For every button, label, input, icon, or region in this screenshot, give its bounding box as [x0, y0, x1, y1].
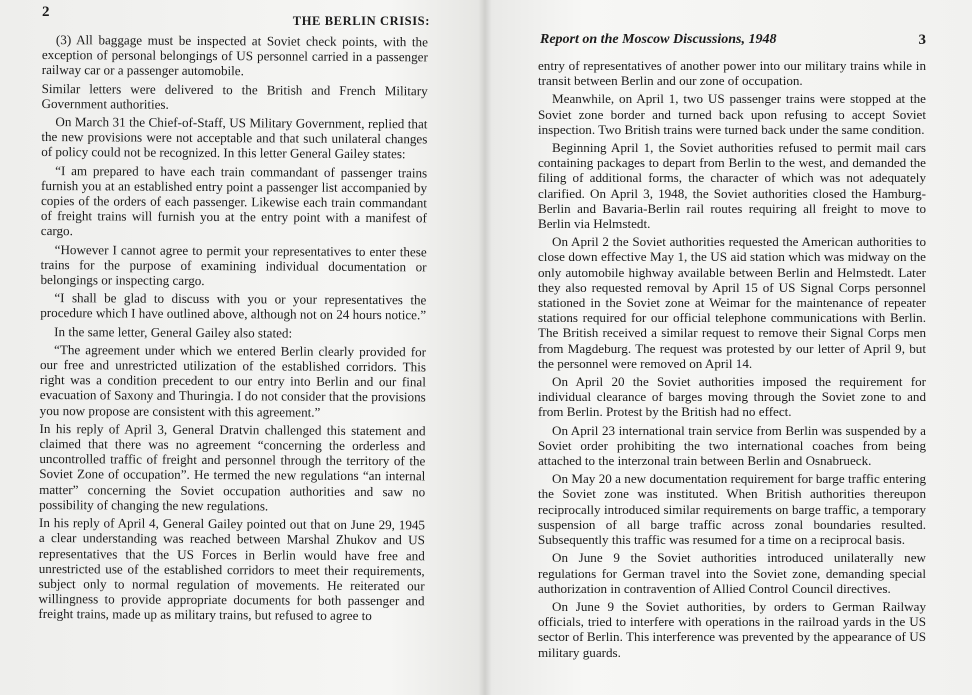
quote-paragraph: “I am prepared to have each train commandant of passenger trains furnish you at an established entry point a passenger list accompanied by copies of the orders of each passenger. Likewise each train commandant of freight trains will furnish you at the entry point with a manifest of cargo.	[40, 162, 428, 239]
running-head: Report on the Moscow Discussions, 1948	[540, 32, 777, 47]
paragraph: On June 9 the Soviet authorities introduced unilaterally new regulations for German travel into the Soviet zone, demanding special authorization in contravention of Allied Control Council directives.	[538, 550, 926, 596]
paragraph: Beginning April 1, the Soviet authorities refused to permit mail cars containing packages to depart from Berlin to the west, and demanded the filing of additional forms, the character of which was not adequately clarified. On April 3, 1948, the Soviet authorities closed the Hamburg-Berlin and Bavaria-Berlin rail routes requiring all freight to move to Berlin via Helmstedt.	[538, 140, 926, 232]
running-head: THE BERLIN CRISIS:	[292, 14, 430, 28]
paragraph: On May 20 a new documentation requirement for barge traffic entering the Soviet zone was instituted. When British authorities thereupon reciprocally introduced similar requirements on barge traffic, a temporary suspension of all barge traffic across zonal boundaries resulted. Subsequently this traffic was resumed for a time on a reciprocal basis.	[538, 471, 926, 548]
paragraph: In the same letter, General Gailey also stated:	[54, 323, 293, 341]
paragraph: entry of representatives of another power into our military trains while in transit between Berlin and our zone of occupation.	[538, 58, 926, 89]
paragraph: On June 9 the Soviet authorities, by orders to German Railway officials, tried to interfere with operations in the railroad yards in the US sector of Berlin. This interference was prevented by the appearance of US military guards.	[538, 598, 926, 660]
quote-paragraph: “The agreement under which we entered Berlin clearly provided for our free and unrestricted utilization of the established corridors. This right was a condition precedent to our entry into Berlin and our final evacuation of Saxony and Thuringia. I do not consider that the provisions you now propose are consistent with this agreement.”	[39, 341, 427, 420]
left-page-body	[38, 32, 428, 627]
paragraph: (3) All baggage must be inspected at Soviet check points, with the exception of personal belongings of US personnel carried in a passenger railway car or a passenger automobile.	[41, 32, 428, 79]
paragraph: Similar letters were delivered to the British and French Military Government authorities.	[41, 80, 428, 112]
paragraph: On April 20 the Soviet authorities imposed the requirement for individual clearance of barges moving through the Soviet zone to and from Berlin. Protest by the British had no effect.	[538, 374, 926, 420]
paragraph: On March 31 the Chief-of-Staff, US Military Government, replied that the new provisions were not acceptable and that such unilateral changes of policy could not be recognized. In this letter General Gailey states:	[41, 114, 428, 162]
right-page	[486, 0, 972, 695]
quote-paragraph: “I shall be glad to discuss with you or your representatives the procedure which I have outlined above, although not on 24 hours notice.”	[40, 290, 427, 323]
paragraph: On April 23 international train service from Berlin was suspended by a Soviet order prohibiting the two international coaches from being attached to the interzonal train between Berlin and Osnabrueck.	[538, 422, 926, 469]
paragraph: In his reply of April 3, General Dratvin challenged this statement and claimed that there was no agreement “concerning the orderless and uncontrolled traffic of freight and personnel through the territory of the Soviet Zone of occupation”. He termed the new regulations “an internal matter” concerning the Soviet occupation authorities and saw no possibility of changing the new regulations.	[39, 420, 426, 514]
quote-paragraph: “However I cannot agree to permit your representatives to enter these trains for the purpose of examining individual documentation or belongings or inspecting cargo.	[40, 241, 427, 289]
page-number: 3	[918, 32, 926, 48]
page-number: 2	[42, 4, 50, 20]
paragraph: On April 2 the Soviet authorities requested the American authorities to close down effective May 1, the US aid station which was midway on the only automobile highway available between Berlin and Helmstedt. Later they also requested removal by April 15 of US Signal Corps personnel stationed in the Soviet zone at Weimar for the maintenance of repeater stations required for our official telephone communications with Berlin. The British received a similar request to remove their Signal Corps men from Magdeburg. The request was protested by our letter of April 9, but the personnel were removed on April 14.	[538, 234, 926, 371]
right-page-body	[538, 58, 926, 663]
paragraph: In his reply of April 4, General Gailey pointed out that on June 29, 1945 a clear understanding was reached between Marshal Zhukov and US representatives that the US Forces in Berlin would have free and unrestricted use of the established corridors to meet their requirements, subject only to normal regulation of movements. He reiterated our willingness to provide appropriate documents for both passenger and freight trains, made up as military trains, but refused to agree to	[38, 515, 426, 624]
paragraph: Meanwhile, on April 1, two US passenger trains were stopped at the Soviet zone border and turned back upon refusing to accept Soviet inspection. Two British trains were turned back under the same condition.	[538, 91, 926, 137]
